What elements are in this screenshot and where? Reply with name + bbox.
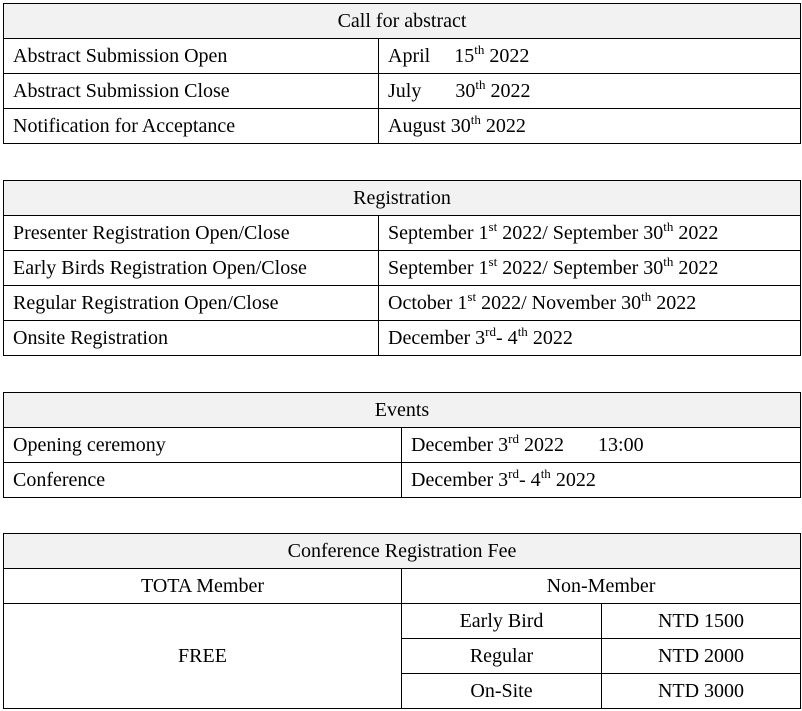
fee-type: Regular (402, 639, 602, 674)
row-date: December 3rd- 4th 2022 (379, 321, 801, 356)
table-row (4, 604, 801, 639)
row-label: Opening ceremony (4, 428, 402, 463)
fee-type: On-Site (402, 674, 602, 709)
row-date: September 1st 2022/ September 30th 2022 (379, 216, 801, 251)
row-date: July 30th 2022 (379, 74, 801, 109)
row-label: Abstract Submission Close (4, 74, 379, 109)
row-label: Abstract Submission Open (4, 39, 379, 74)
table-row (4, 39, 801, 74)
row-date: August 30th 2022 (379, 109, 801, 144)
table-row (4, 74, 801, 109)
row-label: Early Birds Registration Open/Close (4, 251, 379, 286)
table-row (4, 321, 801, 356)
fee-price: NTD 3000 (602, 674, 801, 709)
row-label: Onsite Registration (4, 321, 379, 356)
table-row (4, 109, 801, 144)
table-row (4, 216, 801, 251)
table-row (4, 463, 801, 498)
events-title: Events (4, 393, 801, 428)
member-header: TOTA Member (4, 569, 402, 604)
row-label: Conference (4, 463, 402, 498)
fee-title: Conference Registration Fee (4, 534, 801, 569)
row-label: Regular Registration Open/Close (4, 286, 379, 321)
row-date: October 1st 2022/ November 30th 2022 (379, 286, 801, 321)
table-row (4, 251, 801, 286)
event-time: 13:00 (598, 434, 644, 456)
events-table (3, 392, 801, 498)
member-fee: FREE (4, 604, 402, 709)
registration-table (3, 180, 801, 356)
fee-price: NTD 1500 (602, 604, 801, 639)
row-label: Presenter Registration Open/Close (4, 216, 379, 251)
registration-title: Registration (4, 181, 801, 216)
table-row (4, 569, 801, 604)
fee-type: Early Bird (402, 604, 602, 639)
call-for-abstract-title: Call for abstract (4, 4, 801, 39)
row-date: September 1st 2022/ September 30th 2022 (379, 251, 801, 286)
fee-table (3, 533, 801, 709)
table-row (4, 286, 801, 321)
fee-price: NTD 2000 (602, 639, 801, 674)
table-row (4, 428, 801, 463)
row-date: December 3rd 2022 13:00 (402, 428, 801, 463)
nonmember-header: Non-Member (402, 569, 801, 604)
row-date: December 3rd- 4th 2022 (402, 463, 801, 498)
call-for-abstract-table (3, 3, 801, 144)
row-label: Notification for Acceptance (4, 109, 379, 144)
row-date: April 15th 2022 (379, 39, 801, 74)
